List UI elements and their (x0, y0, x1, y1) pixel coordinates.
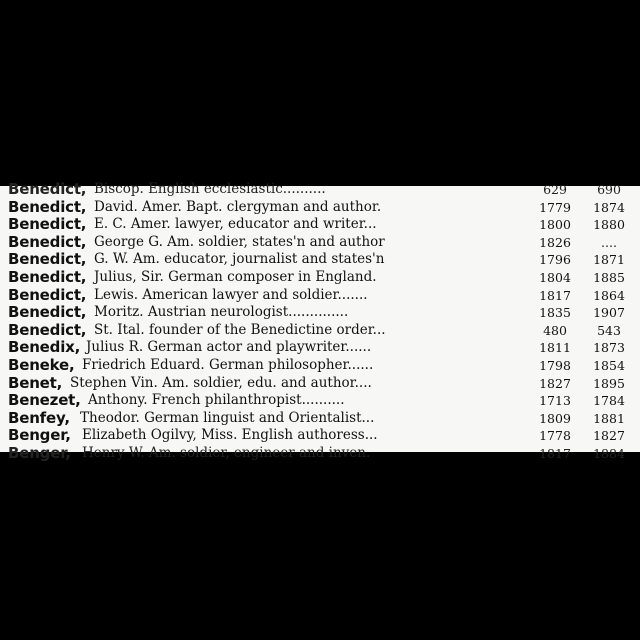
entry-description: E. C. Amer. lawyer, educator and writer... (94, 216, 377, 233)
entry-row (0, 427, 640, 445)
entry-description: Theodor. German linguist and Orientalist... (80, 409, 375, 426)
entry-description: Moritz. Austrian neurologist.............. (94, 304, 349, 321)
entry-surname: Benezet, (8, 391, 81, 410)
entry-death-year: 1784 (593, 393, 625, 409)
entry-description: Biscop. English ecclesiastic.......... (94, 181, 326, 197)
entry-death-year: 690 (597, 182, 621, 197)
entry-row (0, 322, 640, 340)
entry-death-year: 1895 (593, 375, 625, 391)
entry-surname: Benedict, (8, 180, 87, 198)
entry-surname: Benedict, (8, 197, 87, 216)
entry-description: David. Amer. Bapt. clergyman and author. (94, 198, 382, 215)
entry-death-year: 1871 (593, 252, 625, 268)
entry-surname: Benedict, (8, 215, 87, 234)
entry-birth-year: 1835 (539, 305, 571, 321)
entry-birth-year: 1800 (539, 217, 571, 233)
entry-birth-year: 1796 (539, 252, 571, 268)
entry-row (0, 269, 640, 287)
entry-birth-year: 629 (543, 182, 567, 197)
entry-birth-year: 480 (543, 322, 567, 338)
entry-list (0, 181, 640, 463)
entry-surname: Benedict, (8, 320, 87, 339)
entry-description: Lewis. American lawyer and soldier....... (94, 286, 368, 303)
entry-description: George G. Am. soldier, states'n and author (94, 233, 385, 250)
entry-death-year: 1827 (593, 428, 625, 444)
entry-description: St. Ital. founder of the Benedictine order... (94, 321, 386, 338)
entry-row (0, 234, 640, 252)
entry-birth-year: 1826 (539, 234, 571, 250)
entry-birth-year: 1817 (539, 445, 571, 461)
entry-surname: Beneke, (8, 355, 75, 374)
entry-surname: Benger, (8, 426, 71, 445)
entry-birth-year: 1827 (539, 375, 571, 391)
entry-birth-year: 1817 (539, 287, 571, 303)
entry-death-year: 1854 (593, 357, 625, 373)
entry-birth-year: 1779 (539, 199, 571, 215)
entry-description: Elizabeth Ogilvy, Miss. English authoress... (82, 427, 378, 444)
entry-row (0, 392, 640, 410)
entry-death-year: .... (601, 234, 617, 250)
entry-surname: Benfey, (8, 408, 70, 427)
entry-surname: Benedict, (8, 285, 87, 304)
entry-description: Julius R. German actor and playwriter...... (86, 339, 372, 356)
entry-surname: Benedict, (8, 250, 87, 269)
entry-surname: Benedix, (8, 338, 81, 357)
entry-death-year: 1907 (593, 305, 625, 321)
entry-description: G. W. Am. educator, journalist and states'n (94, 251, 385, 268)
entry-description: Henry W. Am. soldier, engineer and inven. (82, 444, 371, 461)
entry-death-year: 1881 (593, 410, 625, 426)
entry-birth-year: 1798 (539, 357, 571, 373)
entry-birth-year: 1778 (539, 428, 571, 444)
entry-description: Stephen Vin. Am. soldier, edu. and author.... (70, 374, 372, 391)
entry-surname: Benet, (8, 373, 63, 392)
entry-row (0, 375, 640, 393)
entry-death-year: 1873 (593, 340, 625, 356)
entry-surname: Benedict, (8, 232, 87, 251)
entry-row (0, 251, 640, 269)
entry-row (0, 216, 640, 234)
entry-row (0, 287, 640, 305)
entry-row (0, 199, 640, 217)
entry-surname: Benedict, (8, 267, 87, 286)
entry-birth-year: 1809 (539, 410, 571, 426)
entry-death-year: 1885 (593, 269, 625, 285)
dictionary-page-strip (0, 180, 640, 462)
entry-row (0, 445, 640, 463)
entry-row (0, 339, 640, 357)
entry-birth-year: 1804 (539, 269, 571, 285)
entry-birth-year: 1811 (539, 340, 571, 356)
entry-row (0, 304, 640, 322)
entry-death-year: 1880 (593, 217, 625, 233)
entry-surname: Benedict, (8, 303, 87, 322)
entry-description: Anthony. French philanthropist.......... (88, 392, 345, 409)
entry-description: Friedrich Eduard. German philosopher...... (82, 356, 374, 373)
entry-description: Julius, Sir. German composer in England. (94, 268, 377, 285)
entry-surname: Benger, (8, 443, 71, 462)
entry-row (0, 357, 640, 375)
entry-death-year: 1864 (593, 287, 625, 303)
entry-birth-year: 1713 (539, 393, 571, 409)
entry-death-year: 543 (597, 322, 621, 338)
entry-death-year: 1884 (593, 445, 625, 461)
entry-death-year: 1874 (593, 199, 625, 215)
entry-row (0, 410, 640, 428)
entry-row (0, 181, 640, 199)
